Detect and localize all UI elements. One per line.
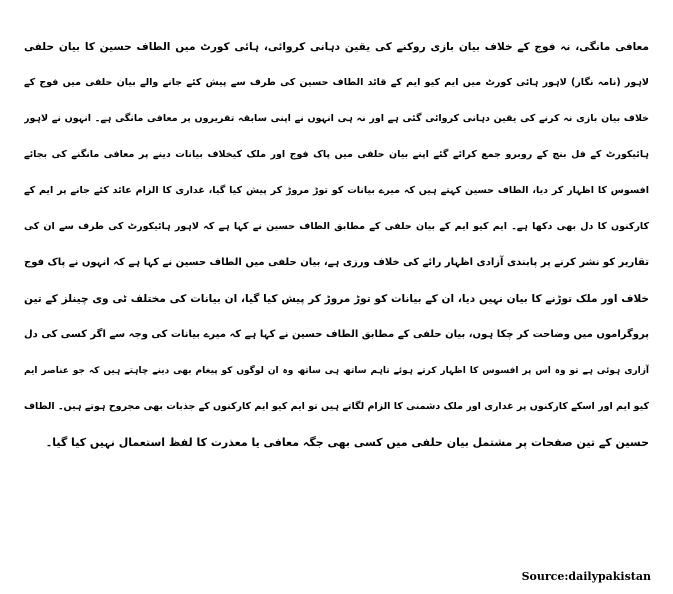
- article-line: افسوس کا اظہار کر دیا، الطاف حسین کہتے ہیں کہ میرے بیانات کو توڑ مروڑ کر پیش کیا گیا، غداری کا الزام عائد کئے جانے پر ایم کے: [24, 185, 649, 196]
- article-line: حسین کے تین صفحات پر مشتمل بیان حلفی میں کسی بھی جگہ معافی یا معذرت کا لفظ استعمال نہیں کیا گیا۔: [45, 436, 649, 449]
- article-line: کارکنوں کا دل بھی دکھا ہے۔ ایم کیو ایم کے بیان حلفی کے مطابق الطاف حسین نے کہا ہے کہ لاہور ہائیکورٹ کی طرف سے ان کی: [24, 221, 649, 232]
- source-credit: Source:dailypakistan: [521, 570, 651, 583]
- article-line: خلاف بیان بازی نہ کرنے کی یقین دہانی کروائی گئی ہے اور نہ ہی انہوں نے اپنی سابقہ تقریروں پر معافی مانگی ہے۔ انہوں نے لاہور: [24, 113, 649, 124]
- article-line: معافی مانگی، نہ فوج کے خلاف بیان بازی روکنے کی یقین دہانی کروائی، ہائی کورٹ میں الطاف حسین کا بیان حلفی: [24, 41, 649, 53]
- article-line: ہائیکورٹ کے فل بنچ کے روبرو جمع کرائے گئے اپنے بیان حلفی میں پاک فوج اور ملک کیخلاف بیانات دینے پر معافی مانگنے کی بجائے: [24, 149, 649, 160]
- article-line: پروگراموں میں وضاحت کر چکا ہوں، بیان حلفی کے مطابق الطاف حسین نے کہا ہے کہ میرے بیانات کی وجہ سے اگر کسی کی دل: [24, 329, 649, 340]
- article-line: لاہور (نامہ نگار) لاہور ہائی کورٹ میں ایم کیو ایم کے قائد الطاف حسین کی طرف سے پیش کئے جانے والے بیان حلفی میں فوج کے: [24, 77, 649, 88]
- article-line: تقاریر کو نشر کرنے پر پابندی آزادی اظہار رائے کی خلاف ورزی ہے، بیان حلفی میں الطاف حسین نے کہا ہے کہ انہوں نے پاک فوج: [24, 257, 649, 268]
- article-line: آزاری ہوئی ہے تو وہ اس پر افسوس کا اظہار کرتے ہوئے تاہم ساتھ ہی ساتھ وہ ان لوگوں کو پیغام بھی دینے چاہتے ہیں کہ جو عناصر ایم: [24, 366, 649, 376]
- article-body: [24, 29, 649, 461]
- article-line: کیو ایم اور اسکے کارکنوں پر غداری اور ملک دشمنی کا الزام لگاتے ہیں تو ایم کیو ایم کارکنوں کے جذبات بھی مجروح ہوتے ہیں۔ الطاف: [24, 401, 649, 412]
- article-line: خلاف اور ملک توڑنے کا بیان نہیں دیا، ان کے بیانات کو توڑ مروڑ کر پیش کیا گیا، ان بیانات کی مختلف ٹی وی چینلز کے تین: [24, 293, 649, 305]
